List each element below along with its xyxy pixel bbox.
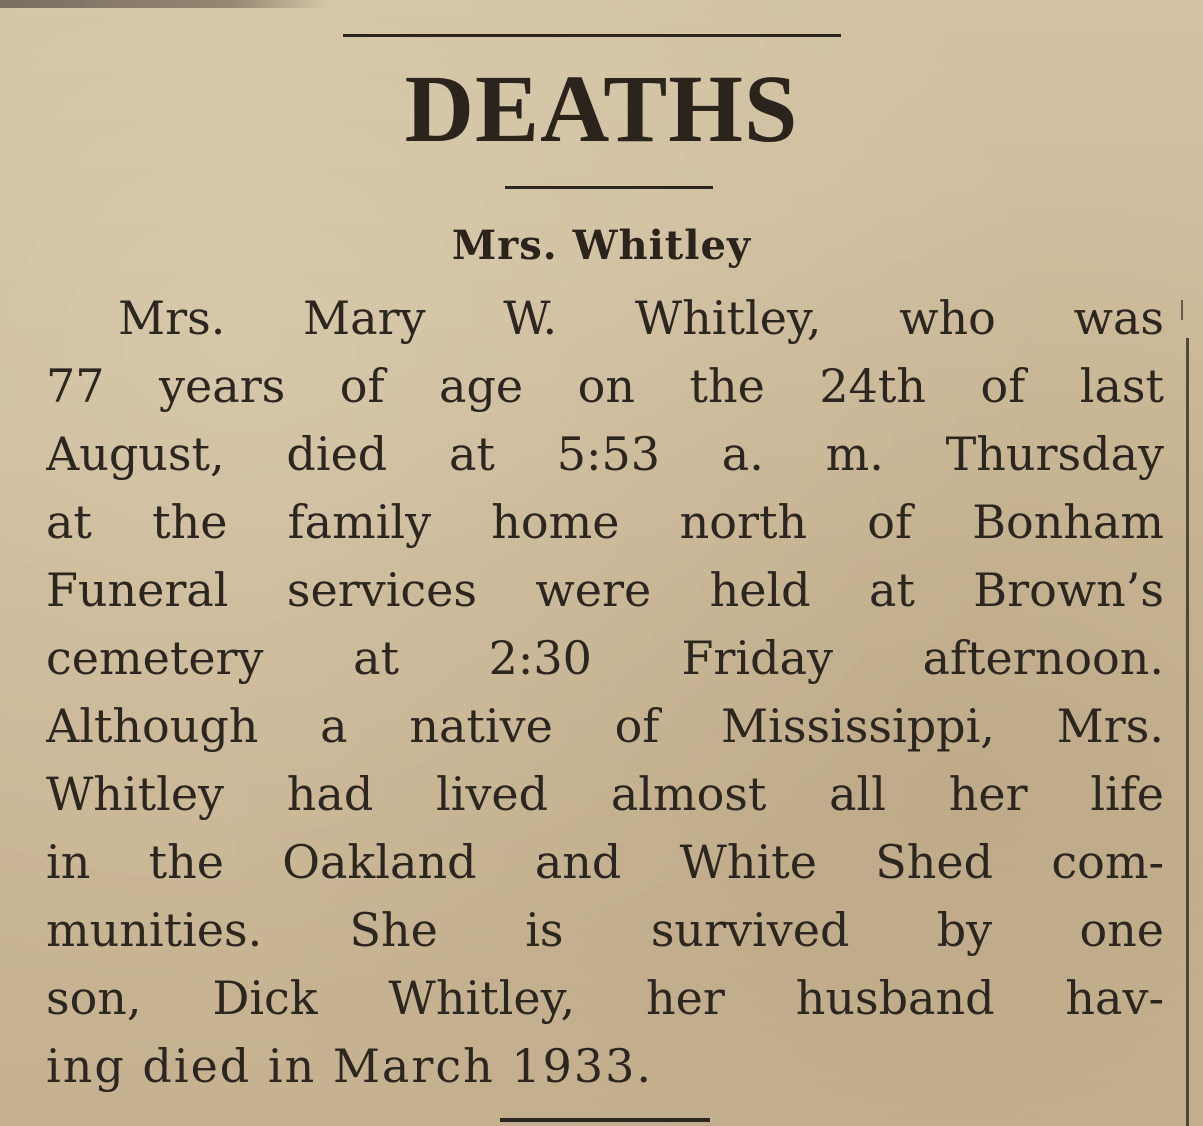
- body-line: in the Oakland and White Shed com-: [46, 835, 1164, 889]
- headline-rule: [505, 186, 713, 189]
- column-border-mark: [1181, 300, 1183, 320]
- body-line: cemetery at 2:30 Friday afternoon.: [46, 631, 1164, 685]
- section-title: DEATHS: [404, 55, 799, 162]
- obituary-headline: Mrs. Whitley: [451, 222, 752, 269]
- body-line: August, died at 5:53 a. m. Thursday: [46, 427, 1164, 481]
- bottom-rule: [500, 1118, 710, 1122]
- body-line: Funeral services were held at Brown’s: [46, 563, 1164, 617]
- obituary-body: [46, 284, 1164, 1100]
- body-line: Although a native of Mississippi, Mrs.: [46, 699, 1164, 753]
- body-line: Mrs. Mary W. Whitley, who was: [118, 291, 1164, 345]
- torn-top-edge: [0, 0, 330, 8]
- body-line: munities. She is survived by one: [46, 903, 1164, 957]
- body-line: Whitley had lived almost all her life: [46, 767, 1164, 821]
- body-line: son, Dick Whitley, her husband hav-: [46, 971, 1164, 1025]
- column-border: [1186, 338, 1189, 1126]
- top-rule: [343, 34, 841, 37]
- body-line: 77 years of age on the 24th of last: [46, 359, 1164, 413]
- body-line: ing died in March 1933.: [46, 1039, 654, 1093]
- body-line: at the family home north of Bonham: [46, 495, 1164, 549]
